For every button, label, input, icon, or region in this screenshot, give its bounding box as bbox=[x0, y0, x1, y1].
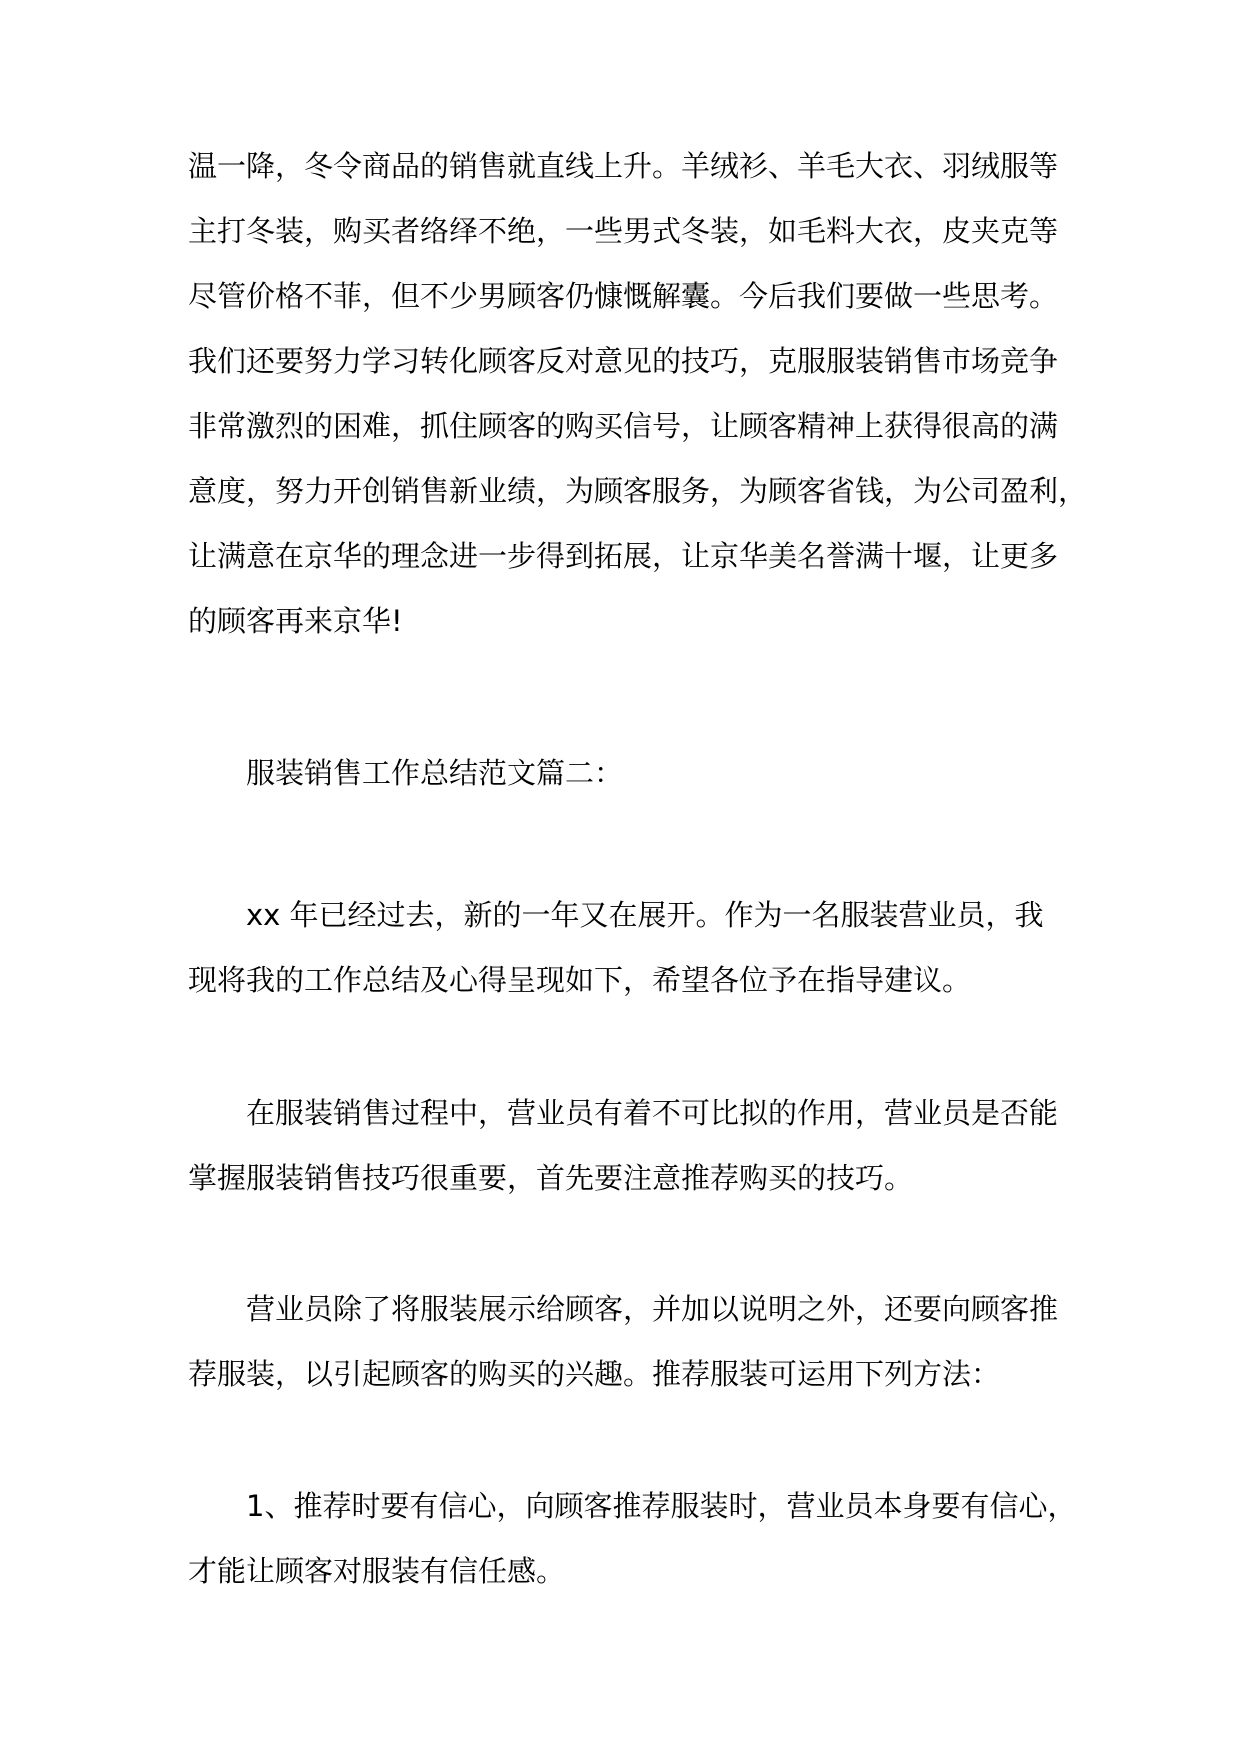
paragraph-line: 现将我的工作总结及心得呈现如下，希望各位予在指导建议。 bbox=[188, 963, 972, 997]
paragraph-2 bbox=[188, 883, 1068, 1013]
paragraph-line: 让满意在京华的理念进一步得到拓展，让京华美名誉满十堰，让更多 bbox=[188, 539, 1059, 573]
paragraph-1 bbox=[188, 134, 1088, 654]
paragraph-line: 温一降，冬令商品的销售就直线上升。羊绒衫、羊毛大衣、羽绒服等 bbox=[188, 149, 1059, 183]
paragraph-line: 主打冬装，购买者络绎不绝，一些男式冬装，如毛料大衣，皮夹克等 bbox=[188, 214, 1059, 248]
paragraph-line: xx 年已经过去，新的一年又在展开。作为一名服装营业员，我 bbox=[246, 898, 1044, 932]
paragraph-line: 1、推荐时要有信心，向顾客推荐服装时，营业员本身要有信心， bbox=[246, 1489, 1077, 1523]
section-heading bbox=[188, 741, 1068, 806]
heading-text: 服装销售工作总结范文篇二： bbox=[246, 756, 624, 790]
paragraph-line: 意度，努力开创销售新业绩，为顾客服务，为顾客省钱，为公司盈利， bbox=[188, 474, 1088, 508]
paragraph-3 bbox=[188, 1081, 1068, 1211]
paragraph-line: 才能让顾客对服装有信任感。 bbox=[188, 1554, 566, 1588]
paragraph-line: 的顾客再来京华! bbox=[188, 604, 403, 638]
paragraph-line: 荐服装，以引起顾客的购买的兴趣。推荐服装可运用下列方法： bbox=[188, 1357, 1001, 1391]
paragraph-line: 掌握服装销售技巧很重要，首先要注意推荐购买的技巧。 bbox=[188, 1161, 914, 1195]
paragraph-line: 非常激烈的困难，抓住顾客的购买信号，让顾客精神上获得很高的满 bbox=[188, 409, 1059, 443]
paragraph-line: 尽管价格不菲，但不少男顾客仍慷慨解囊。今后我们要做一些思考。 bbox=[188, 279, 1059, 313]
paragraph-5 bbox=[188, 1474, 1077, 1604]
paragraph-4 bbox=[188, 1277, 1068, 1407]
paragraph-line: 我们还要努力学习转化顾客反对意见的技巧，克服服装销售市场竞争 bbox=[188, 344, 1059, 378]
paragraph-line: 营业员除了将服装展示给顾客，并加以说明之外，还要向顾客推 bbox=[246, 1292, 1059, 1326]
paragraph-line: 在服装销售过程中，营业员有着不可比拟的作用，营业员是否能 bbox=[246, 1096, 1059, 1130]
